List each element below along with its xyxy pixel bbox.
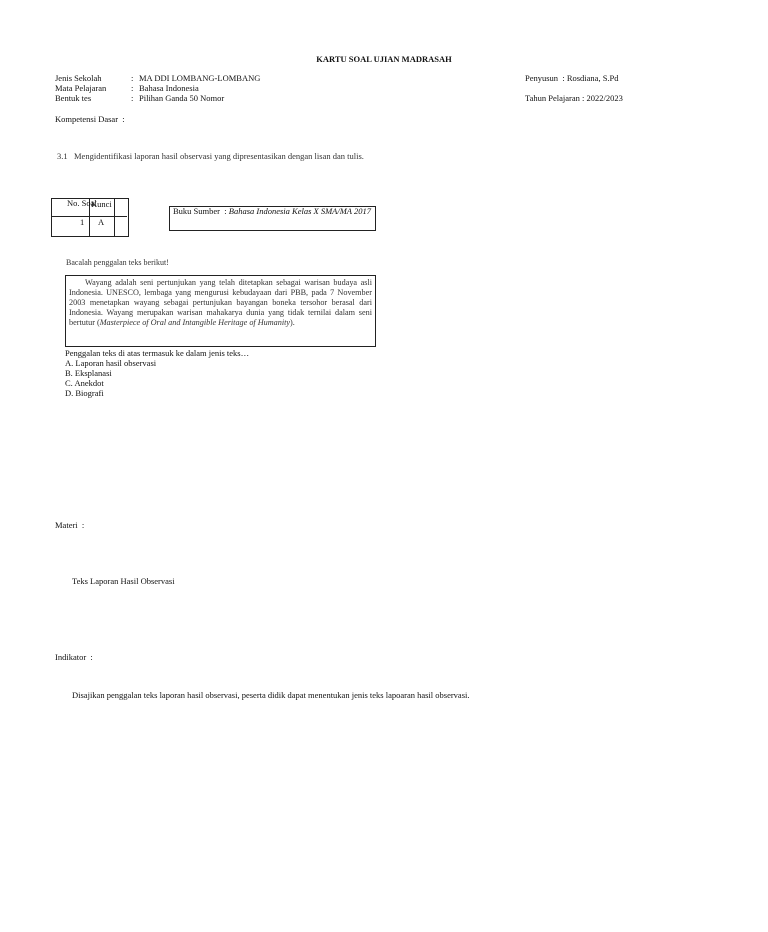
info-row-mata-pelajaran <box>55 83 260 93</box>
answer-option-d: D. Biografi <box>65 388 104 398</box>
question-body <box>65 348 249 398</box>
buku-value: Bahasa Indonesia Kelas X SMA/MA 2017 <box>228 206 371 216</box>
table-header-no: No. Soal <box>67 198 97 208</box>
passage-end: ). <box>290 318 295 327</box>
buku-label: Buku Sumber <box>173 206 220 216</box>
tahun-colon: : <box>579 93 587 103</box>
question-stem: Penggalan teks di atas termasuk ke dalam jenis teks… <box>65 348 250 358</box>
page-title: KARTU SOAL UJIAN MADRASAH <box>316 54 452 64</box>
info-label: Bentuk tes <box>55 93 92 103</box>
passage-paragraph <box>69 278 372 328</box>
school-info <box>55 73 260 103</box>
penyusun-value: Rosdiana, S.Pd <box>566 73 619 83</box>
indikator-label-text: Indikator <box>55 652 87 662</box>
materi-label <box>55 520 84 530</box>
info-value: MA DDI LOMBANG-LOMBANG <box>139 73 261 83</box>
question-intro: Bacalah penggalan teks berikut! <box>66 258 169 267</box>
materi-colon: : <box>77 520 85 530</box>
penyusun-info <box>525 73 619 83</box>
buku-sumber <box>173 206 371 216</box>
table-cell-kunci: A <box>98 217 105 227</box>
table-cell-no: 1 <box>80 217 85 227</box>
table-row-divider <box>51 216 127 217</box>
tahun-info <box>525 93 623 103</box>
info-colon: : <box>131 73 134 83</box>
info-colon: : <box>131 83 134 93</box>
indikator-label <box>55 652 93 662</box>
kompetensi-colon: : <box>118 114 125 124</box>
materi-label-text: Materi <box>55 520 78 530</box>
info-row-jenis-sekolah <box>55 73 260 83</box>
tahun-label: Tahun Pelajaran <box>525 93 580 103</box>
passage-italic: Masterpiece of Oral and Intangible Heritage of Humanity <box>99 318 291 327</box>
answer-option-c: C. Anekdot <box>65 378 104 388</box>
info-colon: : <box>131 93 134 103</box>
penyusun-colon: : <box>558 73 567 83</box>
question-passage <box>65 275 376 347</box>
indikator-value: Disajikan penggalan teks laporan hasil observasi, peserta didik dapat menentukan jenis teks lapoaran hasil observasi. <box>72 690 470 700</box>
indikator-colon: : <box>86 652 93 662</box>
answer-option-a: A. Laporan hasil observasi <box>65 358 157 368</box>
table-header-kunci: Kunci <box>91 199 112 209</box>
answer-option-b: B. Eksplanasi <box>65 368 112 378</box>
tahun-value: 2022/2023 <box>586 93 623 103</box>
materi-value: Teks Laporan Hasil Observasi <box>72 576 175 586</box>
buku-colon: : <box>220 206 229 216</box>
kompetensi-item <box>57 151 364 161</box>
kompetensi-text: Mengidentifikasi laporan hasil observasi yang dipresentasikan dengan lisan dan tulis. <box>74 151 364 161</box>
info-label: Jenis Sekolah <box>55 73 102 83</box>
info-value: Bahasa Indonesia <box>139 83 199 93</box>
kompetensi-label-text: Kompetensi Dasar <box>55 114 119 124</box>
passage-main: Wayang adalah seni pertunjukan yang telah ditetapkan sebagai warisan budaya asli Indonesia. UNESCO, lembaga yang mengurusi kebudayaan dari PBB, pada 7 November 2003 menetapkan wayang sebagai pertunjukan bayangan boneka tersohor berasal dari Indonesia. Wayang merupakan warisan mahakarya dunia yang tidak ternilai dalam seni bertutur ( <box>69 278 372 327</box>
kompetensi-number: 3.1 <box>57 151 68 161</box>
info-label: Mata Pelajaran <box>55 83 107 93</box>
info-value: Pilihan Ganda 50 Nomor <box>139 93 225 103</box>
kompetensi-label <box>55 114 125 124</box>
info-row-bentuk-tes <box>55 93 260 103</box>
penyusun-label: Penyusun <box>525 73 559 83</box>
